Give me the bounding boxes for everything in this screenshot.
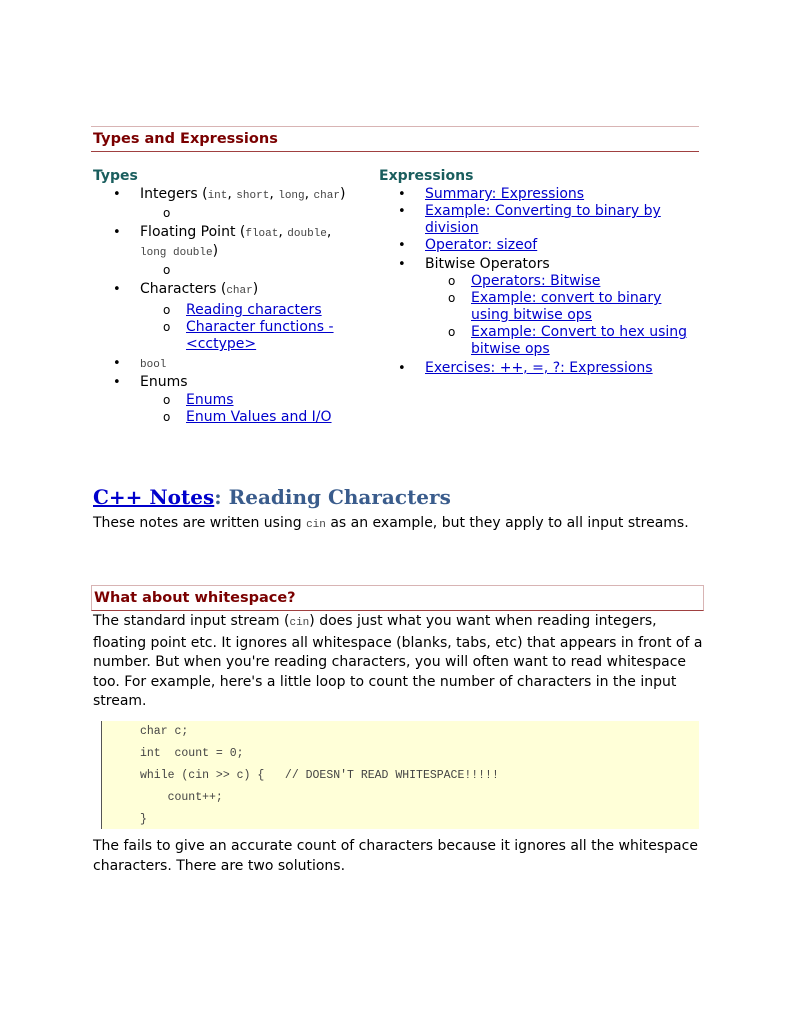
list-item-exercises bbox=[379, 360, 699, 377]
exercises-link[interactable]: Exercises: ++, =, ?: Expressions bbox=[425, 360, 653, 376]
intro-paragraph: These notes are written using cin as an example, but they apply to all input streams. bbox=[93, 515, 689, 531]
list-item-reading-characters bbox=[93, 302, 383, 319]
summary-expressions-link[interactable]: Summary: Expressions bbox=[425, 186, 585, 202]
expressions-heading: Expressions bbox=[379, 168, 474, 184]
list-item-character-functions bbox=[93, 319, 383, 353]
enums-link[interactable]: Enums bbox=[186, 392, 234, 408]
list-item-characters: • Characters (char) bbox=[93, 281, 383, 300]
code-line: char c; bbox=[140, 725, 189, 738]
list-item-bitwise-operators: • Bitwise Operators bbox=[379, 256, 699, 273]
section-heading-types-and-expressions: Types and Expressions bbox=[91, 126, 699, 152]
sizeof-link[interactable]: Operator: sizeof bbox=[425, 237, 538, 253]
binary-division-link[interactable]: Example: Converting to binary by division bbox=[425, 203, 661, 236]
code-line: while (cin >> c) { // DOESN'T READ WHITESPACE!!!!! bbox=[140, 769, 499, 782]
list-item-sizeof bbox=[379, 237, 699, 254]
hex-bitwise-link[interactable]: Example: Convert to hex using bitwise ops bbox=[471, 324, 688, 357]
list-item-binary-division bbox=[379, 203, 699, 237]
list-item-floating-point: • Floating Point (float, double, long double) bbox=[93, 224, 383, 262]
list-item-hex-bitwise bbox=[379, 324, 699, 358]
list-item-enums-link bbox=[93, 392, 383, 409]
reading-characters-link[interactable]: Reading characters bbox=[186, 302, 322, 318]
whitespace-paragraph: The standard input stream (cin) does just what you want when reading integers, floating point etc. It ignores all whitespace (blanks, tabs, etc) that appears in front of a number. But when you're reading characters, you will often want to read whitespace too. For example, here's a little loop to count the number of characters in the input stream. bbox=[93, 613, 703, 709]
code-line: count++; bbox=[140, 791, 223, 804]
binary-bitwise-link[interactable]: Example: convert to binary using bitwise ops bbox=[471, 290, 662, 323]
empty-subitem bbox=[93, 205, 383, 222]
list-item-bool: • bool bbox=[93, 355, 383, 374]
operators-bitwise-link[interactable]: Operators: Bitwise bbox=[471, 273, 601, 289]
empty-subitem bbox=[93, 262, 383, 279]
code-line: int count = 0; bbox=[140, 747, 244, 760]
list-item-enum-values bbox=[93, 409, 383, 426]
closing-paragraph: The fails to give an accurate count of characters because it ignores all the whitespace characters. There are two solutions. bbox=[93, 838, 698, 874]
enum-values-link[interactable]: Enum Values and I/O bbox=[186, 409, 332, 425]
expressions-list bbox=[379, 186, 699, 377]
character-functions-link[interactable]: Character functions - <cctype> bbox=[186, 319, 334, 352]
cpp-notes-link[interactable]: C++ Notes bbox=[93, 485, 215, 509]
types-heading: Types bbox=[93, 168, 138, 184]
list-item-operators-bitwise bbox=[379, 273, 699, 290]
list-item-enums: • Enums bbox=[93, 374, 383, 391]
section-heading-whitespace: What about whitespace? bbox=[91, 585, 704, 611]
page-title: C++ Notes: Reading Characters bbox=[93, 485, 451, 509]
code-line: } bbox=[140, 813, 147, 826]
list-item-binary-bitwise bbox=[379, 290, 699, 324]
code-block bbox=[101, 721, 699, 829]
list-item-summary bbox=[379, 186, 699, 203]
types-list bbox=[93, 186, 383, 426]
list-item-integers: • Integers (int, short, long, char) bbox=[93, 186, 383, 205]
